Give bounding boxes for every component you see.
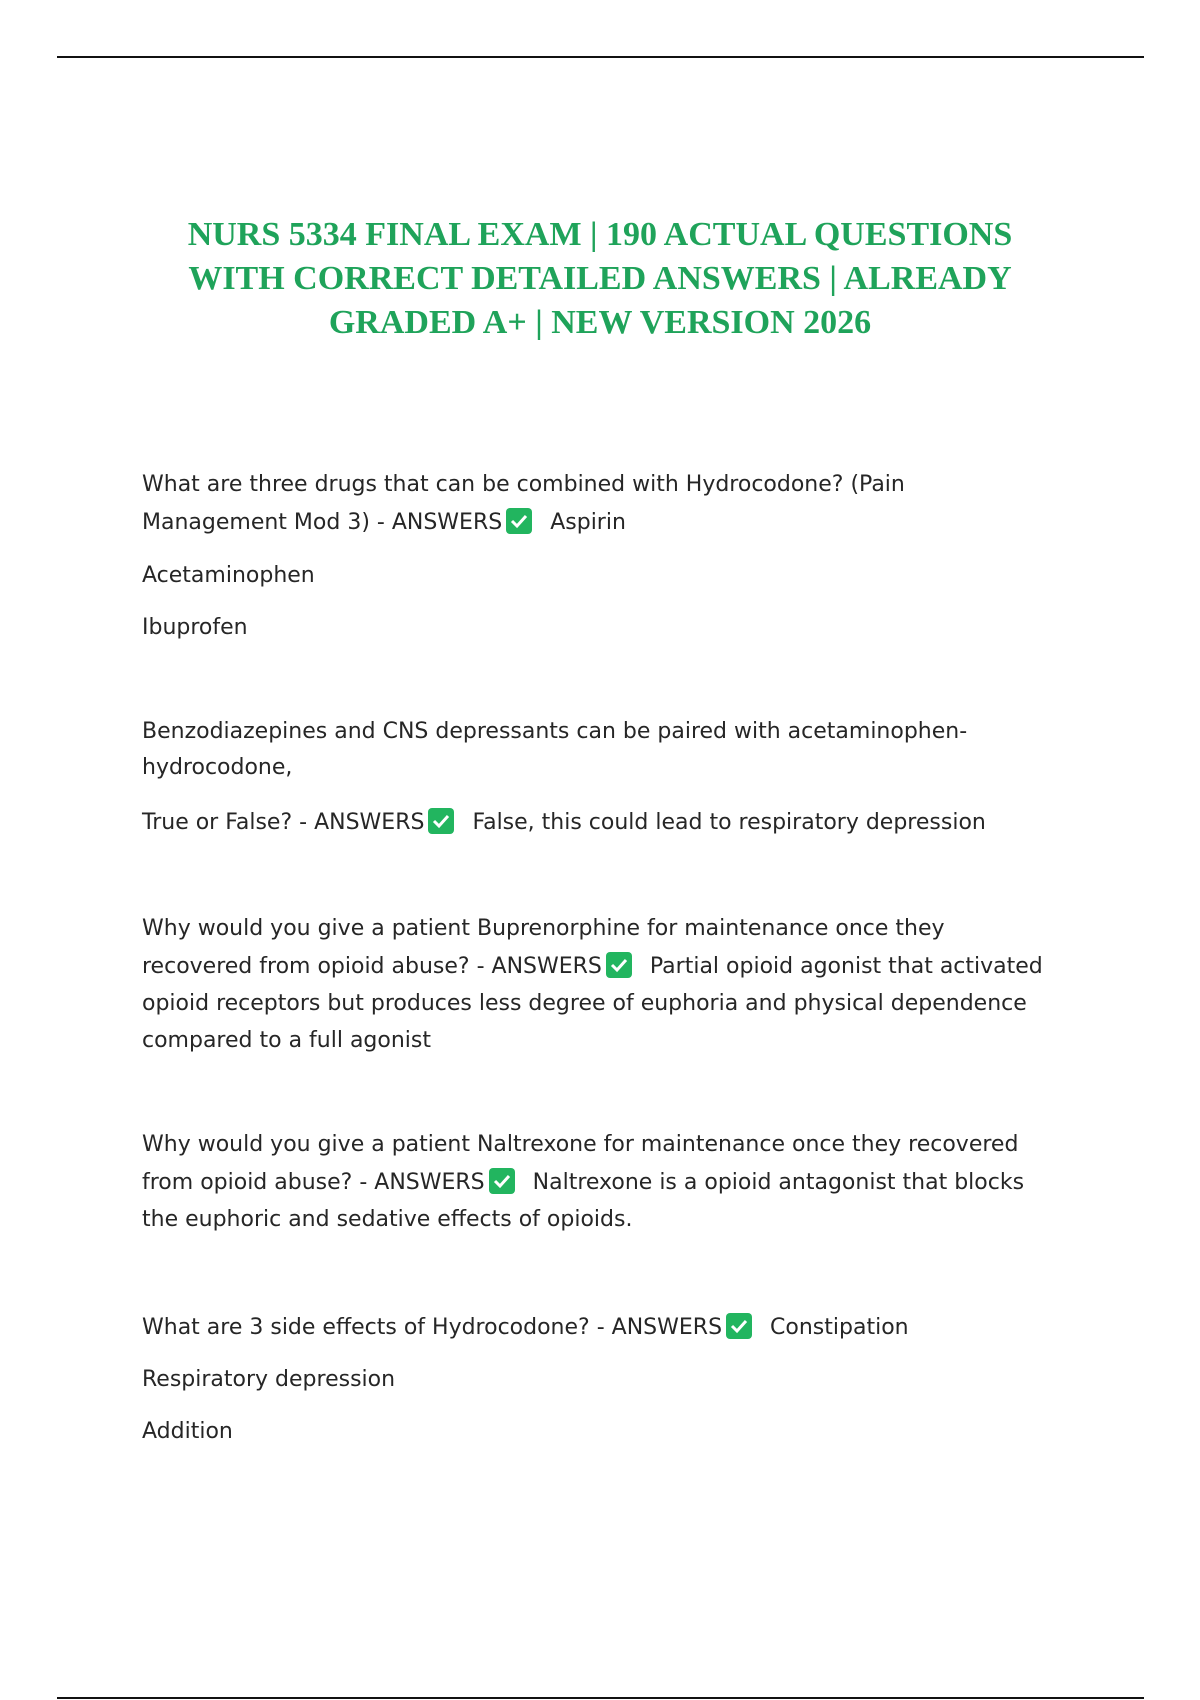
answer-text: False, this could lead to respiratory depression — [472, 810, 986, 835]
answer-text: Constipation — [770, 1315, 909, 1340]
answer-text: Partial opioid agonist that activated — [649, 954, 1043, 979]
answer-text: Naltrexone is a opioid antagonist that blocks — [532, 1170, 1025, 1195]
answer-text: Ibuprofen — [142, 615, 248, 640]
question-answer-line — [142, 1313, 909, 1343]
check-mark-icon — [726, 1313, 752, 1339]
check-mark-icon — [428, 808, 454, 834]
answer-text: compared to a full agonist — [142, 1028, 431, 1053]
title-line: WITH CORRECT DETAILED ANSWERS | ALREADY — [188, 260, 1012, 297]
question-answer-line — [142, 1168, 1024, 1198]
question-text: Why would you give a patient Naltrexone for maintenance once they recovered — [142, 1132, 1019, 1157]
check-mark-icon — [506, 508, 532, 534]
question-text: What are three drugs that can be combined with Hydrocodone? (Pain — [142, 472, 905, 497]
answers-label: ANSWERS — [374, 1170, 485, 1195]
question-text: Management Mod 3) - — [142, 510, 385, 535]
answers-label: ANSWERS — [314, 810, 425, 835]
bottom-rule — [57, 1697, 1144, 1699]
answers-label: ANSWERS — [391, 510, 503, 535]
top-rule — [57, 56, 1144, 58]
question-text: recovered from opioid abuse? - — [142, 954, 485, 979]
question-text: True or False? - — [142, 810, 308, 835]
question-text: hydrocodone, — [142, 755, 293, 780]
answers-label: ANSWERS — [611, 1315, 723, 1340]
document-title — [120, 213, 1080, 345]
question-text: What are 3 side effects of Hydrocodone? - — [142, 1315, 605, 1340]
answer-text: Addition — [142, 1419, 233, 1444]
answer-text: opioid receptors but produces less degree of euphoria and physical dependence — [142, 991, 1027, 1016]
answer-text: Aspirin — [550, 510, 626, 535]
answer-text: the euphoric and sedative effects of opioids. — [142, 1207, 633, 1232]
title-line: GRADED A+ | NEW VERSION 2026 — [328, 304, 872, 341]
answer-text: Acetaminophen — [142, 563, 315, 588]
question-text: Benzodiazepines and CNS depressants can be paired with acetaminophen- — [142, 719, 968, 744]
question-answer-line — [142, 808, 986, 838]
question-answer-line — [142, 952, 1043, 982]
title-line: NURS 5334 FINAL EXAM | 190 ACTUAL QUESTIONS — [187, 216, 1013, 253]
check-mark-icon — [489, 1168, 515, 1194]
answers-label: ANSWERS — [491, 954, 602, 979]
question-answer-line — [142, 508, 626, 538]
question-text: Why would you give a patient Buprenorphine for maintenance once they — [142, 916, 945, 941]
question-text: from opioid abuse? - — [142, 1170, 368, 1195]
answer-text: Respiratory depression — [142, 1367, 396, 1392]
check-mark-icon — [606, 952, 632, 978]
